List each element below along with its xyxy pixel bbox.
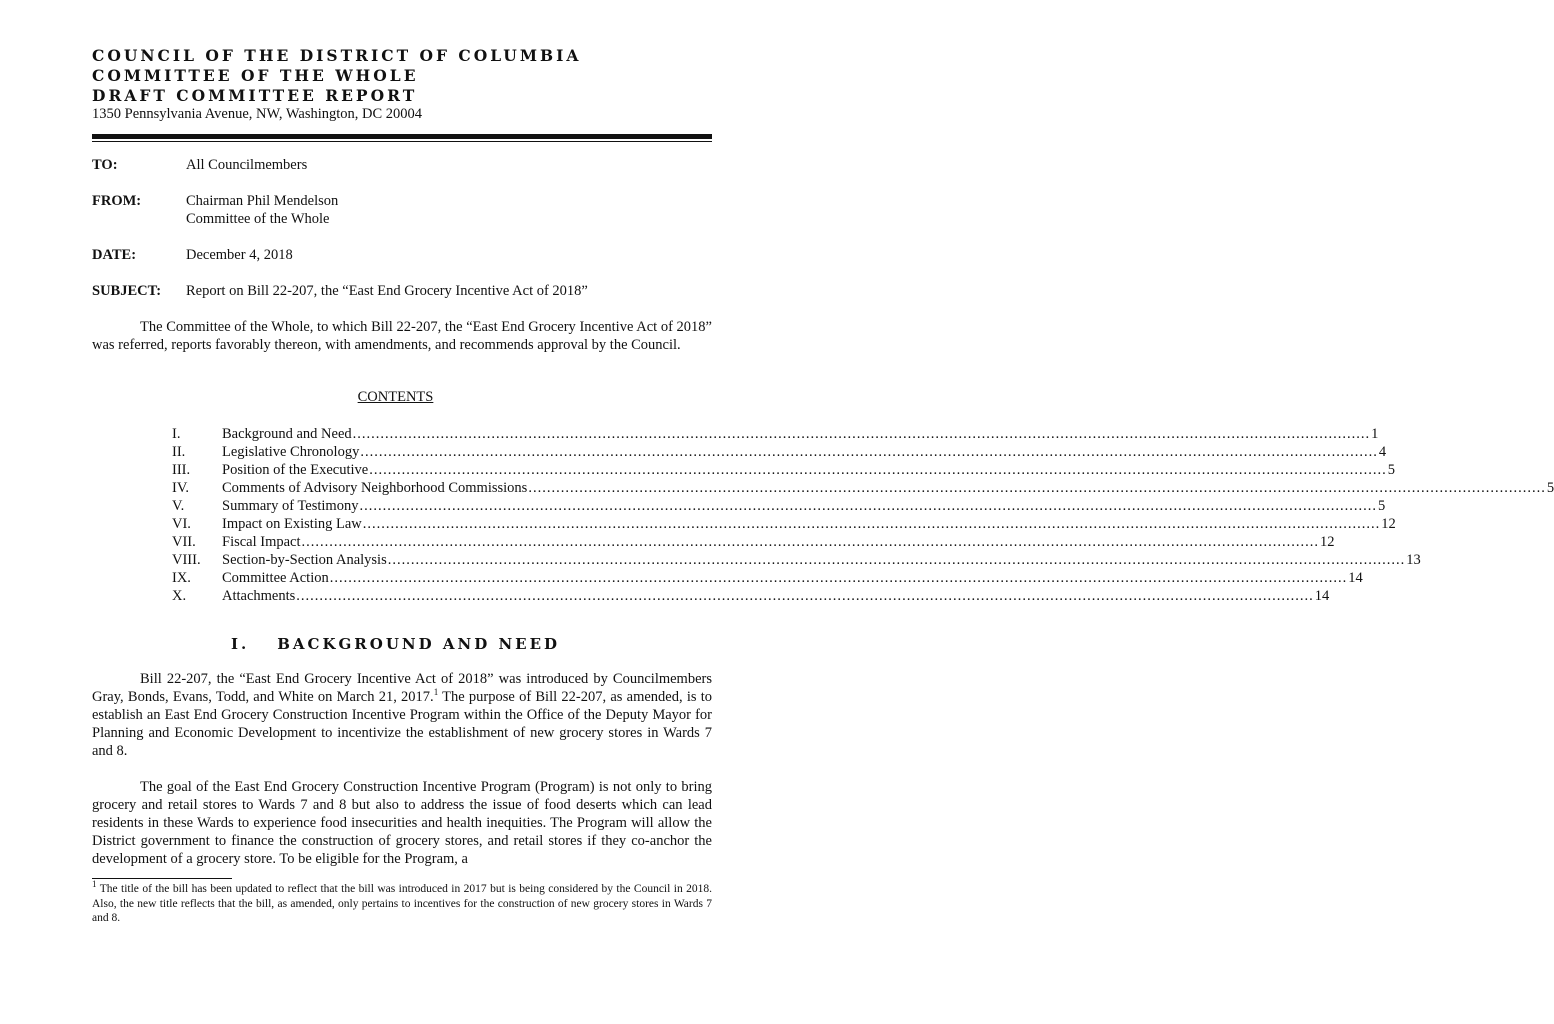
table-of-contents: [172, 425, 1554, 605]
toc-entry-number: V.: [172, 498, 185, 514]
toc-entry: [172, 479, 1554, 497]
letterhead-council: COUNCIL OF THE DISTRICT OF COLUMBIA: [92, 46, 582, 65]
toc-entry: [172, 461, 1395, 479]
toc-entry: [172, 533, 1335, 551]
memo-subject-value: Report on Bill 22-207, the “East End Grocery Incentive Act of 2018”: [186, 283, 588, 299]
toc-entry-title: Background and Need: [222, 426, 352, 442]
toc-entry-title: Position of the Executive: [222, 462, 369, 478]
toc-entry-title: Impact on Existing Law: [222, 516, 362, 532]
header-rule-thick: [92, 134, 712, 139]
memo-date-label: DATE:: [92, 247, 137, 263]
paragraph-1-text-a: Bill 22-207, the “East End Grocery Incentive Act of 2018” was introduced by Councilmembers Gray, Bonds, Evans, Todd, and White on March 21, 2017.: [92, 671, 712, 705]
toc-entry-page: 14: [1314, 588, 1330, 604]
memo-from-value-name: Chairman Phil Mendelson: [186, 193, 339, 209]
toc-dot-leader: ............................................................................................................................................................................................................................: [329, 570, 1348, 586]
toc-entry-page: 1: [1371, 426, 1379, 442]
toc-entry-number: IX.: [172, 570, 191, 586]
letterhead-address: 1350 Pennsylvania Avenue, NW, Washington, DC 20004: [92, 106, 423, 122]
toc-entry: [172, 515, 1396, 533]
intro-paragraph: The Committee of the Whole, to which Bill 22-207, the “East End Grocery Incentive Act of 2018” was referred, reports favorably thereon, with amendments, and recommends approval by the Council.: [92, 319, 712, 353]
section-paragraph-1: [92, 670, 712, 760]
section-number: I.: [230, 635, 250, 653]
footnote-rule: [92, 878, 232, 879]
toc-dot-leader: ............................................................................................................................................................................................................................: [359, 498, 1377, 514]
toc-entry-number: IV.: [172, 480, 190, 496]
toc-entry-number: X.: [172, 588, 187, 604]
toc-entry-number: II.: [172, 444, 186, 460]
toc-dot-leader: ............................................................................................................................................................................................................................: [360, 444, 1378, 460]
toc-entry-number: VI.: [172, 516, 191, 532]
toc-entry: [172, 443, 1387, 461]
toc-entry-title: Fiscal Impact: [222, 534, 301, 550]
toc-entry: [172, 551, 1421, 569]
toc-dot-leader: ............................................................................................................................................................................................................................: [387, 552, 1406, 568]
toc-entry-page: 4: [1378, 444, 1387, 460]
footnote-text: The title of the bill has been updated to reflect that the bill was introduced in 2017 but is being considered by the Council in 2018. Also, the new title reflects that the bill, as amended, only pertains to incentives for the construction of new grocery stores in Wards 7 and 8.: [92, 883, 712, 924]
toc-dot-leader: ............................................................................................................................................................................................................................: [369, 462, 1387, 478]
toc-entry-title: Section-by-Section Analysis: [222, 552, 387, 568]
header-rule-thin: [92, 141, 712, 142]
toc-entry-number: VII.: [172, 534, 196, 550]
toc-entry-page: 12: [1320, 534, 1335, 550]
memo-to-label: TO:: [92, 157, 118, 173]
toc-entry: [172, 587, 1330, 605]
memo-date-value: December 4, 2018: [186, 247, 293, 263]
memo-to-value: All Councilmembers: [186, 157, 308, 173]
toc-entry: [172, 425, 1379, 443]
toc-entry-number: I.: [172, 426, 181, 442]
toc-entry: [172, 569, 1363, 587]
toc-entry-title: Summary of Testimony: [222, 498, 359, 514]
toc-entry-title: Comments of Advisory Neighborhood Commissions: [222, 480, 528, 496]
toc-entry-page: 5: [1546, 480, 1554, 496]
memo-from-label: FROM:: [92, 193, 142, 209]
toc-dot-leader: ............................................................................................................................................................................................................................: [362, 516, 1381, 532]
letterhead-report-type: DRAFT COMMITTEE REPORT: [92, 86, 418, 105]
toc-entry-page: 5: [1387, 462, 1395, 478]
footnote-reference: 1: [433, 687, 439, 698]
section-title: BACKGROUND AND NEED: [277, 635, 561, 653]
section-paragraph-2: The goal of the East End Grocery Construction Incentive Program (Program) is not only to bring grocery and retail stores to Wards 7 and 8 but also to address the issue of food deserts which can lead residents in these Wards to experience food insecurities and health inequities. The Program will allow the District government to finance the construction of grocery stores, and retail stores if they co-anchor the development of a grocery store. To be eligible for the Program, a: [92, 779, 712, 867]
toc-entry-page: 12: [1381, 516, 1396, 532]
toc-dot-leader: ............................................................................................................................................................................................................................: [301, 534, 1320, 550]
toc-dot-leader: ............................................................................................................................................................................................................................: [528, 480, 1546, 496]
toc-entry-title: Legislative Chronology: [222, 444, 360, 460]
toc-dot-leader: ............................................................................................................................................................................................................................: [352, 426, 1371, 442]
toc-entry-number: VIII.: [172, 552, 201, 568]
toc-entry-title: Committee Action: [222, 570, 329, 586]
footnote-marker: 1: [92, 879, 97, 890]
memo-from-value-committee: Committee of the Whole: [186, 211, 330, 227]
toc-entry-page: 13: [1406, 552, 1421, 568]
paragraph-1-text-b: The purpose of Bill 22-207, as amended, is to establish an East End Grocery Construction Incentive Program within the Office of the Deputy Mayor for Planning and Economic Development to incentivize the establishment of new grocery stores in Wards 7 and 8.: [92, 689, 713, 759]
toc-entry-title: Attachments: [222, 588, 296, 604]
toc-dot-leader: ............................................................................................................................................................................................................................: [296, 588, 1314, 604]
toc-entry-page: 14: [1348, 570, 1363, 586]
footnote: [92, 879, 712, 926]
toc-entry-page: 5: [1377, 498, 1386, 514]
toc-entry-number: III.: [172, 462, 191, 478]
letterhead-committee: COMMITTEE OF THE WHOLE: [92, 66, 419, 85]
contents-title: CONTENTS: [357, 389, 434, 405]
section-heading: [0, 634, 791, 654]
memo-subject-label: SUBJECT:: [92, 283, 162, 299]
toc-entry: [172, 497, 1386, 515]
